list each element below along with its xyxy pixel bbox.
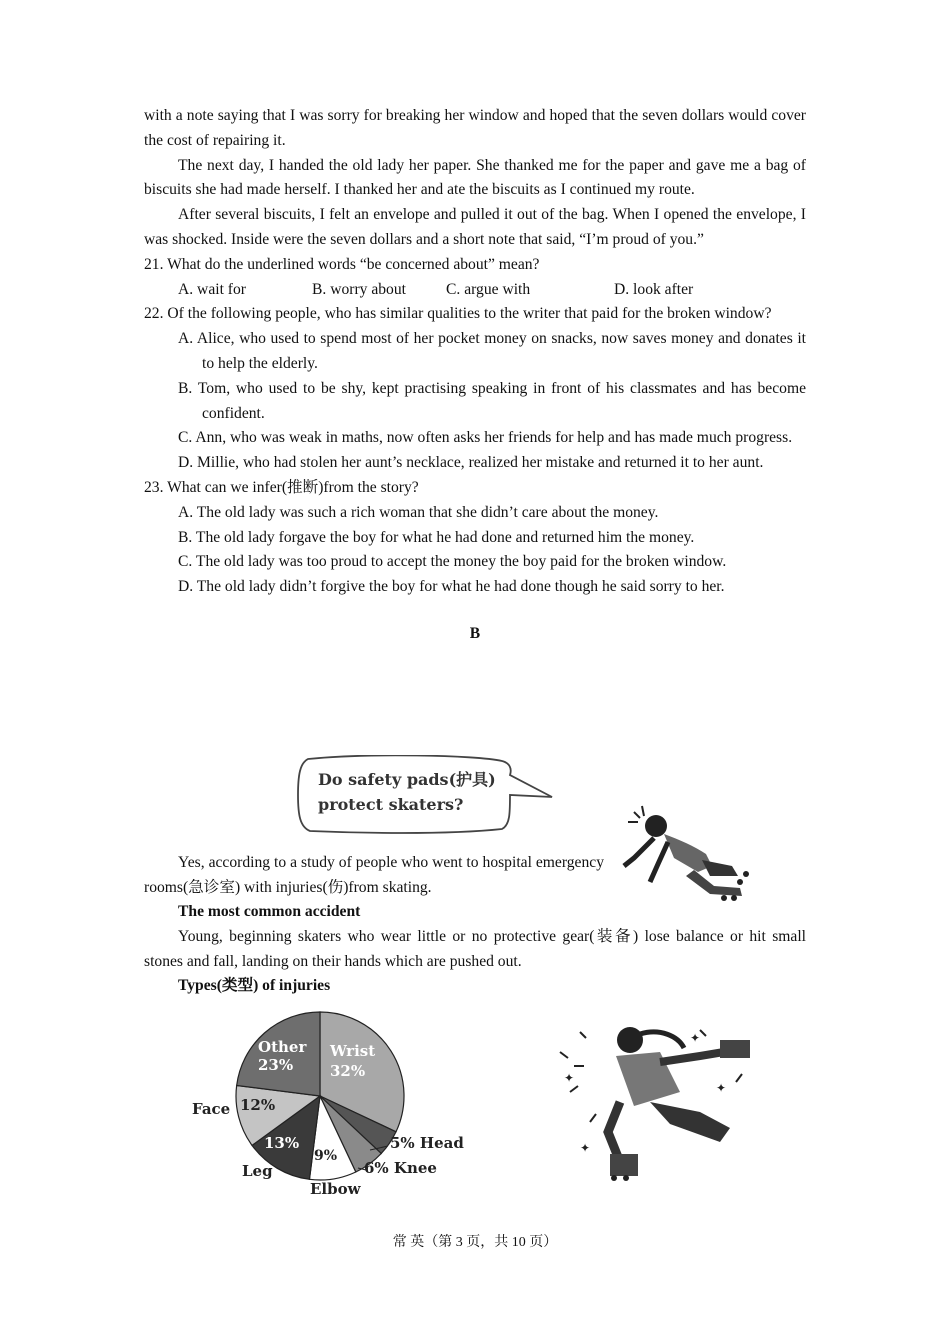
q22-option-b[interactable]: B. Tom, who used to be shy, kept practising speaking in front of his classmates and has become confident. — [178, 379, 806, 422]
q23-option-a[interactable]: A. The old lady was such a rich woman that she didn’t care about the money. — [178, 503, 659, 521]
label-other-name: Other — [258, 1038, 307, 1056]
svg-text:✦: ✦ — [716, 1081, 727, 1095]
q21-option-b[interactable]: B. worry about — [312, 280, 406, 298]
skater-crash-icon — [550, 1022, 755, 1182]
label-face: Face — [192, 1100, 231, 1118]
label-elbow: Elbow — [310, 1180, 361, 1198]
q23-option-b[interactable]: B. The old lady forgave the boy for what he had done and returned him the money. — [178, 528, 695, 546]
bubble-text — [318, 767, 496, 817]
passage-a — [144, 104, 806, 647]
bubble-line-2: protect skaters? — [318, 795, 464, 814]
label-face-pct: 12% — [240, 1096, 276, 1114]
q21-option-c[interactable]: C. argue with — [446, 280, 531, 298]
label-wrist-name: Wrist — [330, 1042, 376, 1060]
label-leg: Leg — [242, 1162, 273, 1180]
q21-option-a[interactable]: A. wait for — [178, 280, 246, 298]
q22-option-c[interactable]: C. Ann, who was weak in maths, now often asks her friends for help and has made much progress. — [178, 429, 793, 447]
svg-text:✦: ✦ — [580, 1141, 591, 1155]
label-head: 5% Head — [390, 1134, 464, 1152]
question-22-stem: 22. Of the following people, who has similar qualities to the writer that paid for the broken window? — [144, 305, 772, 323]
question-21-options — [144, 278, 806, 303]
q23-option-d[interactable]: D. The old lady didn’t forgive the boy for what he had done though he said sorry to her. — [178, 578, 725, 596]
section-b-label: B — [469, 624, 481, 642]
accident-paragraph: Young, beginning skaters who wear little or no protective gear(装备) lose balance or hit small stones and fall, landing on their hands which are pushed out. — [144, 927, 806, 970]
label-knee: 6% Knee — [364, 1159, 437, 1177]
injury-pie-chart — [180, 1000, 480, 1210]
skater-falling-icon — [614, 802, 754, 902]
q22-option-d[interactable]: D. Millie, who had stolen her aunt’s necklace, realized her mistake and returned it to her aunt. — [178, 454, 764, 472]
bubble-line-1: Do safety pads(护具) — [318, 770, 496, 789]
paragraph-1: with a note saying that I was sorry for breaking her window and hoped that the seven dollars would cover the cost of repairing it. — [144, 107, 806, 149]
label-wrist-pct: 32% — [330, 1062, 366, 1080]
paragraph-3: After several biscuits, I felt an envelope and pulled it out of the bag. When I opened the envelope, I was shocked. Inside were the seven dollars and a short note that said, “I’m proud of you.” — [144, 206, 806, 248]
svg-text:✦: ✦ — [690, 1031, 701, 1045]
label-elbow-pct: 9% — [314, 1148, 338, 1164]
q22-option-a[interactable]: A. Alice, who used to spend most of her pocket money on snacks, now saves money and donates it to help the elderly. — [178, 330, 806, 372]
paragraph-2: The next day, I handed the old lady her paper. She thanked me for the paper and gave me a bag of biscuits she had made herself. I thanked her and ate the biscuits as I continued my route. — [144, 156, 806, 199]
question-21-stem: 21. What do the underlined words “be concerned about” mean? — [144, 255, 540, 273]
label-other-pct: 23% — [258, 1056, 294, 1074]
section-b-body — [144, 900, 806, 999]
q21-option-d[interactable]: D. look after — [614, 280, 694, 298]
heading-injury-types: Types(类型) of injuries — [178, 977, 331, 995]
q23-option-c[interactable]: C. The old lady was too proud to accept the money the boy paid for the broken window. — [178, 553, 727, 571]
svg-text:✦: ✦ — [564, 1071, 575, 1085]
label-leg-pct: 13% — [264, 1134, 300, 1152]
heading-common-accident: The most common accident — [178, 903, 361, 920]
page-footer: 常 英（第 3 页，共 10 页） — [392, 1235, 558, 1250]
question-23-stem: 23. What can we infer(推断)from the story? — [144, 478, 419, 496]
answer-paragraph — [144, 851, 604, 901]
answer-text: Yes, according to a study of people who went to hospital emergency rooms(急诊室) with injuries(伤)from skating. — [144, 854, 604, 896]
